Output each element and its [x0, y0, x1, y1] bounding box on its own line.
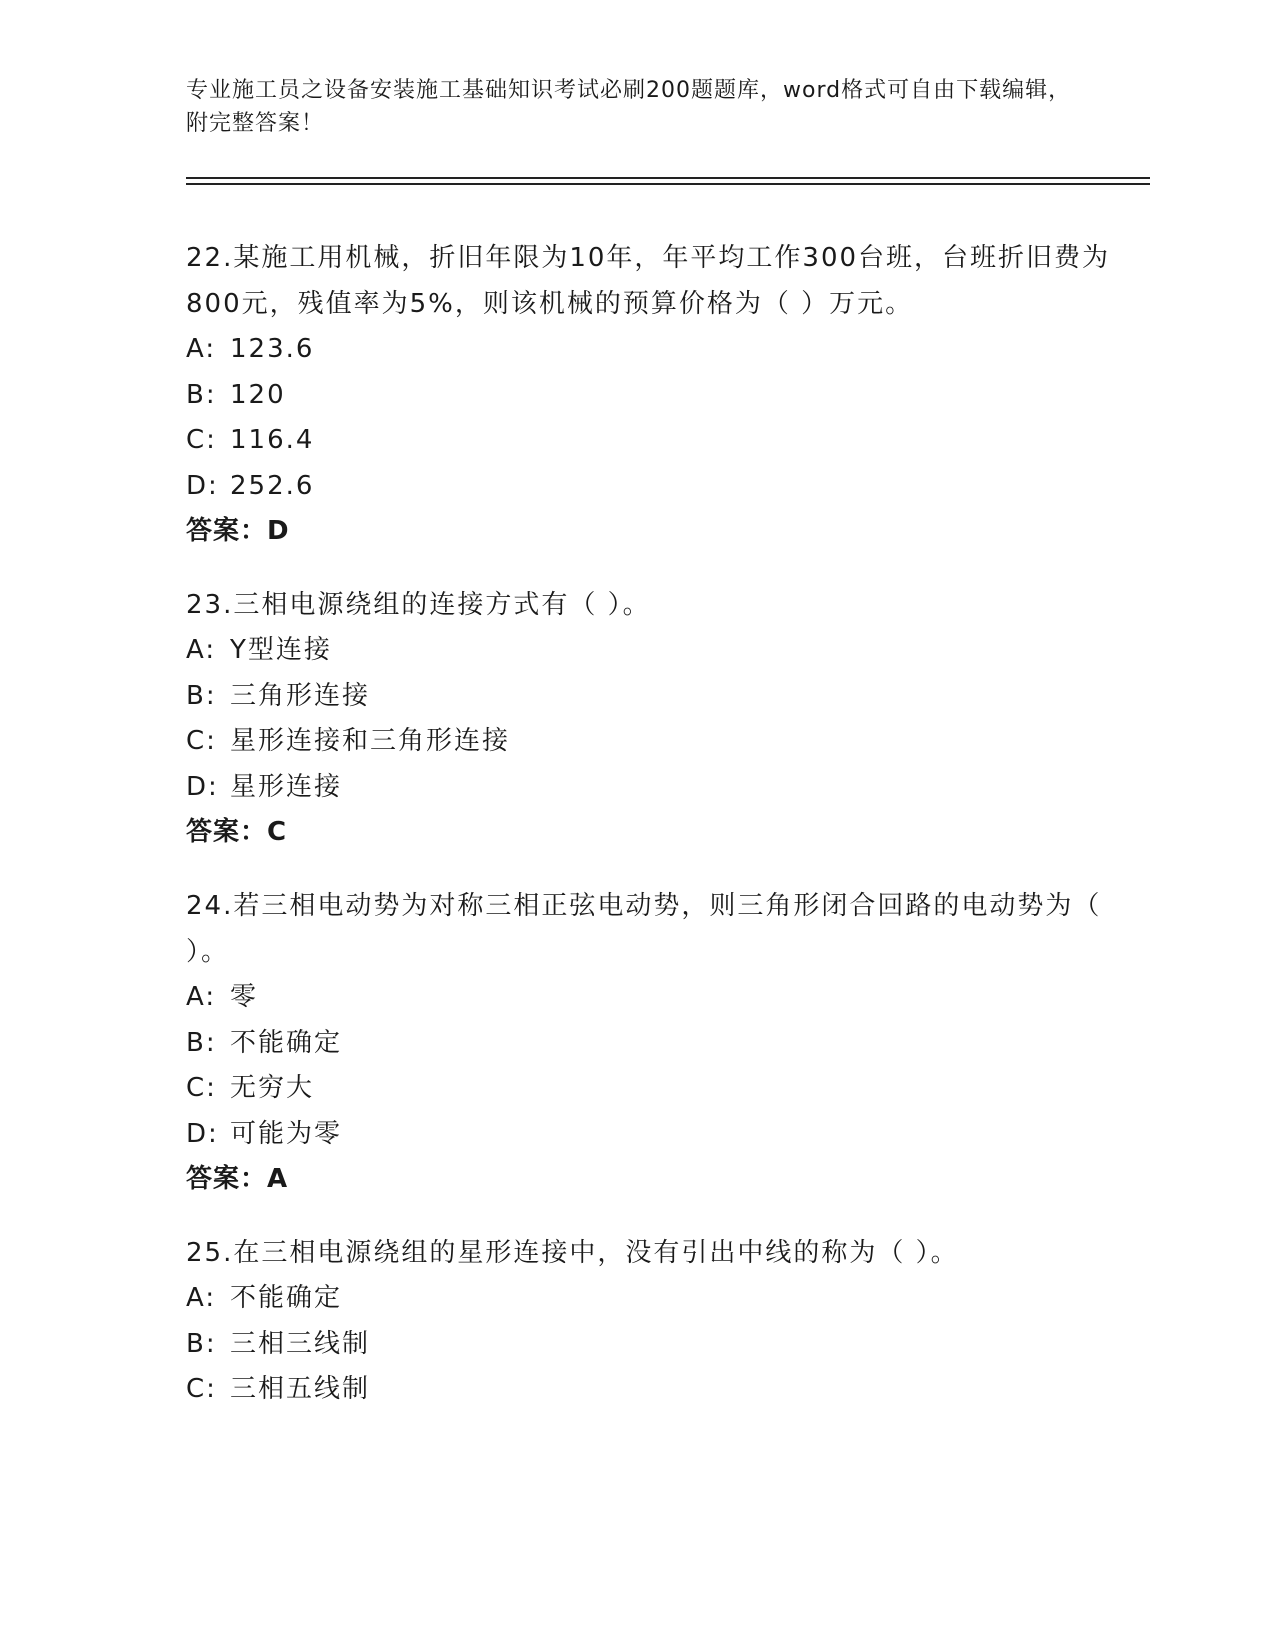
option-letter: C:	[186, 1374, 217, 1404]
option-text: Y型连接	[230, 635, 332, 665]
option-text: 不能确定	[230, 1283, 343, 1313]
option-b	[186, 373, 1116, 419]
option-letter: B:	[186, 379, 217, 410]
option-b	[186, 1322, 1116, 1368]
header-rule-bottom	[186, 183, 1150, 185]
option-text: 116.4	[230, 425, 315, 455]
option-letter: A:	[186, 982, 217, 1012]
option-text: 三相五线制	[230, 1374, 371, 1404]
option-letter: C:	[186, 425, 217, 455]
option-a	[186, 1276, 1116, 1322]
option-letter: C:	[186, 1073, 217, 1103]
option-a	[186, 327, 1116, 373]
option-text: 252.6	[230, 470, 315, 501]
option-b	[186, 1021, 1116, 1067]
option-d	[186, 765, 1116, 811]
option-text: 不能确定	[230, 1027, 343, 1058]
option-d	[186, 464, 1116, 510]
option-letter: D:	[186, 470, 219, 501]
question-24	[186, 883, 1116, 1202]
option-text: 123.6	[230, 334, 315, 364]
option-text: 120	[230, 379, 286, 410]
option-a	[186, 975, 1116, 1021]
option-c	[186, 1066, 1116, 1112]
answer-label: 答案：D	[186, 516, 290, 546]
question-text: 25.在三相电源绕组的星形连接中，没有引出中线的称为（ ）。	[186, 1238, 959, 1268]
question-23	[186, 582, 1116, 855]
option-letter: C:	[186, 726, 217, 756]
option-text: 零	[230, 982, 259, 1012]
question-text: 22.某施工用机械，折旧年限为10年，年平均工作300台班，台班折旧费为800元，残值率为5%，则该机械的预算价格为（ ）万元。	[186, 243, 1111, 319]
option-text: 三角形连接	[230, 680, 371, 711]
document-header: 专业施工员之设备安装施工基础知识考试必刷200题题库，word格式可自由下载编辑，附完整答案！	[186, 78, 1072, 136]
option-b	[186, 674, 1116, 720]
option-letter: A:	[186, 334, 217, 364]
answer-label: 答案：C	[186, 817, 288, 847]
option-letter: B:	[186, 680, 217, 711]
option-text: 无穷大	[230, 1073, 315, 1103]
option-c	[186, 1367, 1116, 1413]
option-text: 星形连接和三角形连接	[230, 726, 511, 756]
question-22	[186, 235, 1116, 554]
option-letter: D:	[186, 771, 219, 802]
option-text: 星形连接	[230, 771, 343, 802]
option-c	[186, 418, 1116, 464]
question-text: 23.三相电源绕组的连接方式有（ ）。	[186, 590, 651, 620]
option-text: 三相三线制	[230, 1328, 371, 1359]
option-c	[186, 719, 1116, 765]
question-25	[186, 1230, 1116, 1413]
option-text: 可能为零	[230, 1118, 343, 1149]
question-text: 24.若三相电动势为对称三相正弦电动势，则三角形闭合回路的电动势为（ ）。	[186, 891, 1102, 967]
option-d	[186, 1112, 1116, 1158]
option-letter: D:	[186, 1118, 219, 1149]
header-rule-top	[186, 177, 1150, 179]
option-letter: B:	[186, 1328, 217, 1359]
question-list	[186, 235, 1116, 1441]
option-letter: A:	[186, 635, 217, 665]
option-a	[186, 628, 1116, 674]
option-letter: A:	[186, 1283, 217, 1313]
option-letter: B:	[186, 1027, 217, 1058]
answer-label: 答案：A	[186, 1164, 289, 1194]
